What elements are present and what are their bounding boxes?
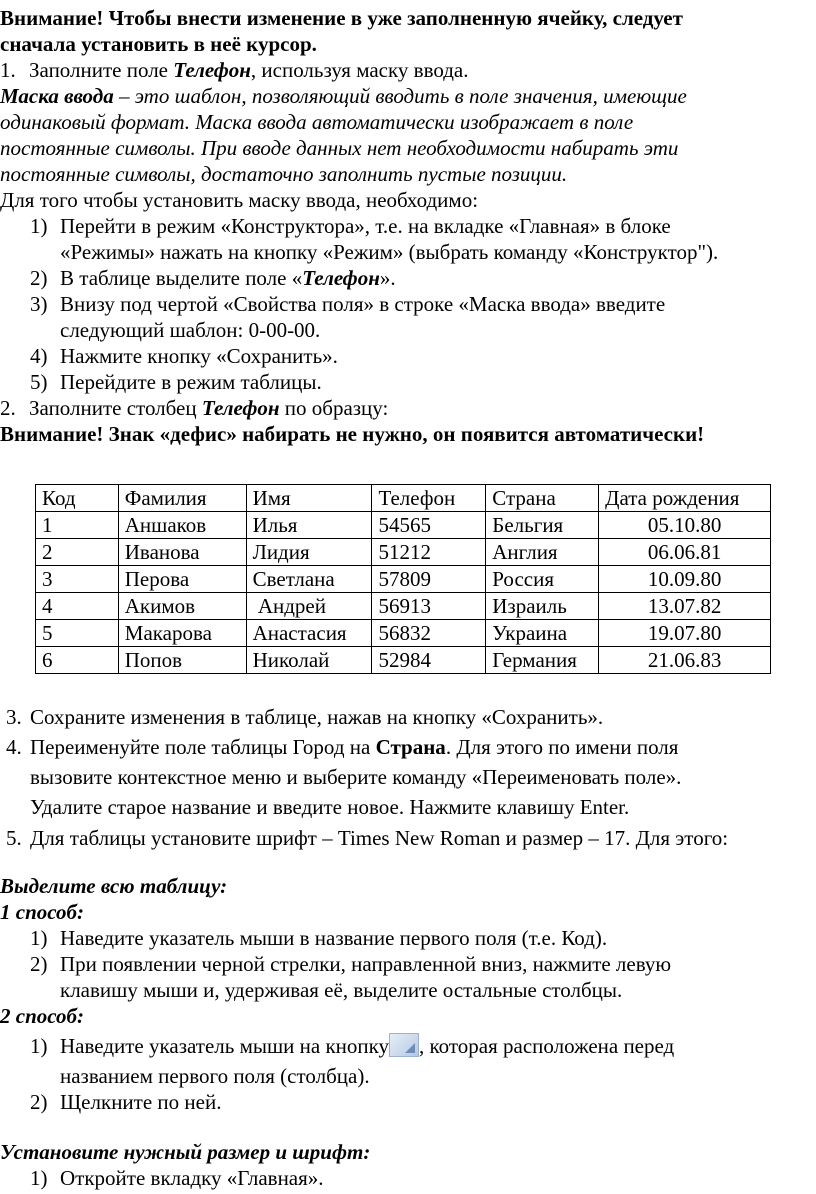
- table-cell: Украина: [486, 620, 599, 647]
- step-2-pre: Заполните столбец: [29, 396, 202, 420]
- select-all-button-icon: [389, 1033, 419, 1057]
- table-cell: Иванова: [118, 539, 246, 566]
- step-5-number: 5.: [6, 826, 22, 850]
- table-row: [36, 566, 771, 593]
- mask-step-1-line-2: «Режимы» нажать на кнопку «Режим» (выбрать команду «Конструктор").: [60, 240, 719, 264]
- way-2-heading: 2 способ:: [0, 1004, 85, 1028]
- table-cell: Германия: [486, 647, 599, 674]
- header-cell: Страна: [486, 485, 599, 512]
- size-font-heading: Установите нужный размер и шрифт:: [0, 1140, 371, 1164]
- size-step-1: [30, 1165, 324, 1191]
- table-cell: Светлана: [246, 566, 372, 593]
- table-cell: Макарова: [118, 620, 246, 647]
- step-1-number: 1.: [0, 58, 16, 82]
- step-3-number: 3.: [6, 705, 22, 729]
- table-cell: 57809: [372, 566, 486, 593]
- table-cell: 1: [36, 512, 119, 539]
- mask-step-3: [30, 291, 665, 317]
- step-2-number: 2.: [0, 396, 16, 420]
- step-5-text: Для таблицы установите шрифт – Times New Roman и размер – 17. Для этого:: [30, 826, 729, 850]
- mask-step-1-line-1: Перейти в режим «Конструктора», т.е. на вкладке «Главная» в блоке: [60, 214, 671, 238]
- step-4-post: . Для этого по имени поля: [445, 735, 679, 759]
- table-cell: 4: [36, 593, 119, 620]
- table-cell: 56832: [372, 620, 486, 647]
- step-1-pre: Заполните поле: [29, 58, 174, 82]
- table-cell: 13.07.82: [599, 593, 771, 620]
- step-1: [0, 57, 469, 83]
- table-row: [36, 647, 771, 674]
- mask-intro: Для того чтобы установить маску ввода, необходимо:: [0, 188, 479, 212]
- table-cell: 6: [36, 647, 119, 674]
- mask-definition-rest: – это шаблон, позволяющий вводить в поле значения, имеющие: [113, 84, 687, 108]
- way-2-step-1-line-2: названием первого поля (столбца).: [60, 1064, 370, 1088]
- mask-step-5: [30, 369, 322, 395]
- mask-step-1-number: 1): [30, 214, 48, 238]
- warning-line-1: Внимание! Чтобы внести изменение в уже заполненную ячейку, следует: [0, 6, 683, 30]
- mask-step-2-number: 2): [30, 266, 48, 290]
- way-2-step-1-pre: Наведите указатель мыши на кнопку: [60, 1034, 390, 1058]
- table-row: [36, 512, 771, 539]
- mask-step-4-number: 4): [30, 344, 48, 368]
- table-cell: Израиль: [486, 593, 599, 620]
- way-1-step-1: [30, 925, 607, 951]
- size-step-1-number: 1): [30, 1166, 48, 1190]
- table-cell: 51212: [372, 539, 486, 566]
- header-cell: Код: [36, 485, 119, 512]
- table-cell: Англия: [486, 539, 599, 566]
- mask-step-2-pre: В таблице выделите поле «: [60, 266, 303, 290]
- table-cell: Анастасия: [246, 620, 372, 647]
- table-row: [36, 539, 771, 566]
- step-4: [6, 734, 678, 760]
- way-1-step-1-number: 1): [30, 926, 48, 950]
- mask-definition-line-4: постоянные символы, достаточно заполнить пустые позиции.: [0, 162, 568, 186]
- table-cell: Перова: [118, 566, 246, 593]
- warning-line-2: сначала установить в неё курсор.: [0, 32, 317, 56]
- table-cell: 2: [36, 539, 119, 566]
- step-4-pre: Переименуйте поле таблицы Город на: [30, 735, 376, 759]
- mask-step-4-text: Нажмите кнопку «Сохранить».: [60, 344, 338, 368]
- table-cell: 3: [36, 566, 119, 593]
- mask-term: Маска ввода: [0, 84, 114, 108]
- table-cell: 52984: [372, 647, 486, 674]
- mask-step-3-line-1: Внизу под чертой «Свойства поля» в строке «Маска ввода» введите: [60, 292, 666, 316]
- table-cell: Илья: [246, 512, 372, 539]
- way-1-heading: 1 способ:: [0, 900, 85, 924]
- mask-step-5-number: 5): [30, 370, 48, 394]
- way-2-step-2-number: 2): [30, 1090, 48, 1114]
- warning-hyphen: Внимание! Знак «дефис» набирать не нужно, он появится автоматически!: [0, 422, 705, 446]
- mask-definition-line-3: постоянные символы. При вводе данных нет необходимости набирать эти: [0, 136, 679, 160]
- table-header-row: [36, 485, 771, 512]
- mask-definition-line-2: одинаковый формат. Маска ввода автоматически изображает в поле: [0, 110, 634, 134]
- table-cell: Андрей: [246, 593, 372, 620]
- step-1-post: , используя маску ввода.: [250, 58, 469, 82]
- header-cell: Фамилия: [118, 485, 246, 512]
- mask-step-1: [30, 213, 671, 239]
- header-cell: Дата рождения: [599, 485, 771, 512]
- mask-definition-line-1: [0, 83, 687, 109]
- table-cell: Николай: [246, 647, 372, 674]
- way-2-step-2: [30, 1089, 221, 1115]
- table-row: [36, 620, 771, 647]
- table-cell: 54565: [372, 512, 486, 539]
- table-cell: 05.10.80: [599, 512, 771, 539]
- mask-step-2: [30, 265, 396, 291]
- step-2: [0, 395, 388, 421]
- way-1-step-1-text: Наведите указатель мыши в название первого поля (т.е. Код).: [60, 926, 608, 950]
- header-cell: Телефон: [372, 485, 486, 512]
- way-1-step-2-number: 2): [30, 952, 48, 976]
- way-2-step-1: [30, 1033, 674, 1059]
- mask-step-4: [30, 343, 338, 369]
- mask-step-3-number: 3): [30, 292, 48, 316]
- step-2-post: по образцу:: [279, 396, 389, 420]
- step-4-line-2: вызовите контекстное меню и выберите команду «Переименовать поле».: [30, 765, 682, 789]
- step-4-number: 4.: [6, 735, 22, 759]
- step-2-field: Телефон: [201, 396, 280, 420]
- mask-step-3-line-2: следующий шаблон: 0-00-00.: [60, 318, 321, 342]
- size-step-1-text: Откройте вкладку «Главная».: [60, 1166, 324, 1190]
- table-cell: Лидия: [246, 539, 372, 566]
- table-cell: Аншаков: [118, 512, 246, 539]
- way-1-step-2: [30, 951, 671, 977]
- step-3-text: Сохраните изменения в таблице, нажав на кнопку «Сохранить».: [30, 705, 604, 729]
- step-4-line-3: Удалите старое название и введите новое. Нажмите клавишу Enter.: [30, 795, 630, 819]
- step-1-field: Телефон: [173, 58, 251, 82]
- table-cell: 19.07.80: [599, 620, 771, 647]
- step-4-bold: Страна: [375, 735, 446, 759]
- mask-step-2-field: Телефон: [302, 266, 380, 290]
- step-5: [6, 825, 728, 851]
- table-cell: 5: [36, 620, 119, 647]
- step-3: [6, 704, 603, 730]
- mask-step-5-text: Перейдите в режим таблицы.: [60, 370, 322, 394]
- way-1-step-2-line-2: клавишу мыши и, удерживая её, выделите остальные столбцы.: [60, 978, 623, 1002]
- table-cell: Бельгия: [486, 512, 599, 539]
- mask-step-2-post: ».: [379, 266, 396, 290]
- header-cell: Имя: [246, 485, 372, 512]
- table-cell: 10.09.80: [599, 566, 771, 593]
- table-row: [36, 593, 771, 620]
- table-cell: Попов: [118, 647, 246, 674]
- way-2-step-2-text: Щелкните по ней.: [60, 1090, 222, 1114]
- contacts-table: [35, 484, 771, 674]
- way-1-step-2-line-1: При появлении черной стрелки, направленной вниз, нажмите левую: [60, 952, 672, 976]
- way-2-step-1-number: 1): [30, 1034, 48, 1058]
- way-2-step-1-post: , которая расположена перед: [419, 1034, 675, 1058]
- table-cell: 56913: [372, 593, 486, 620]
- table-cell: Акимов: [118, 593, 246, 620]
- table-cell: 06.06.81: [599, 539, 771, 566]
- table-cell: 21.06.83: [599, 647, 771, 674]
- table-cell: Россия: [486, 566, 599, 593]
- select-table-heading: Выделите всю таблицу:: [0, 874, 228, 898]
